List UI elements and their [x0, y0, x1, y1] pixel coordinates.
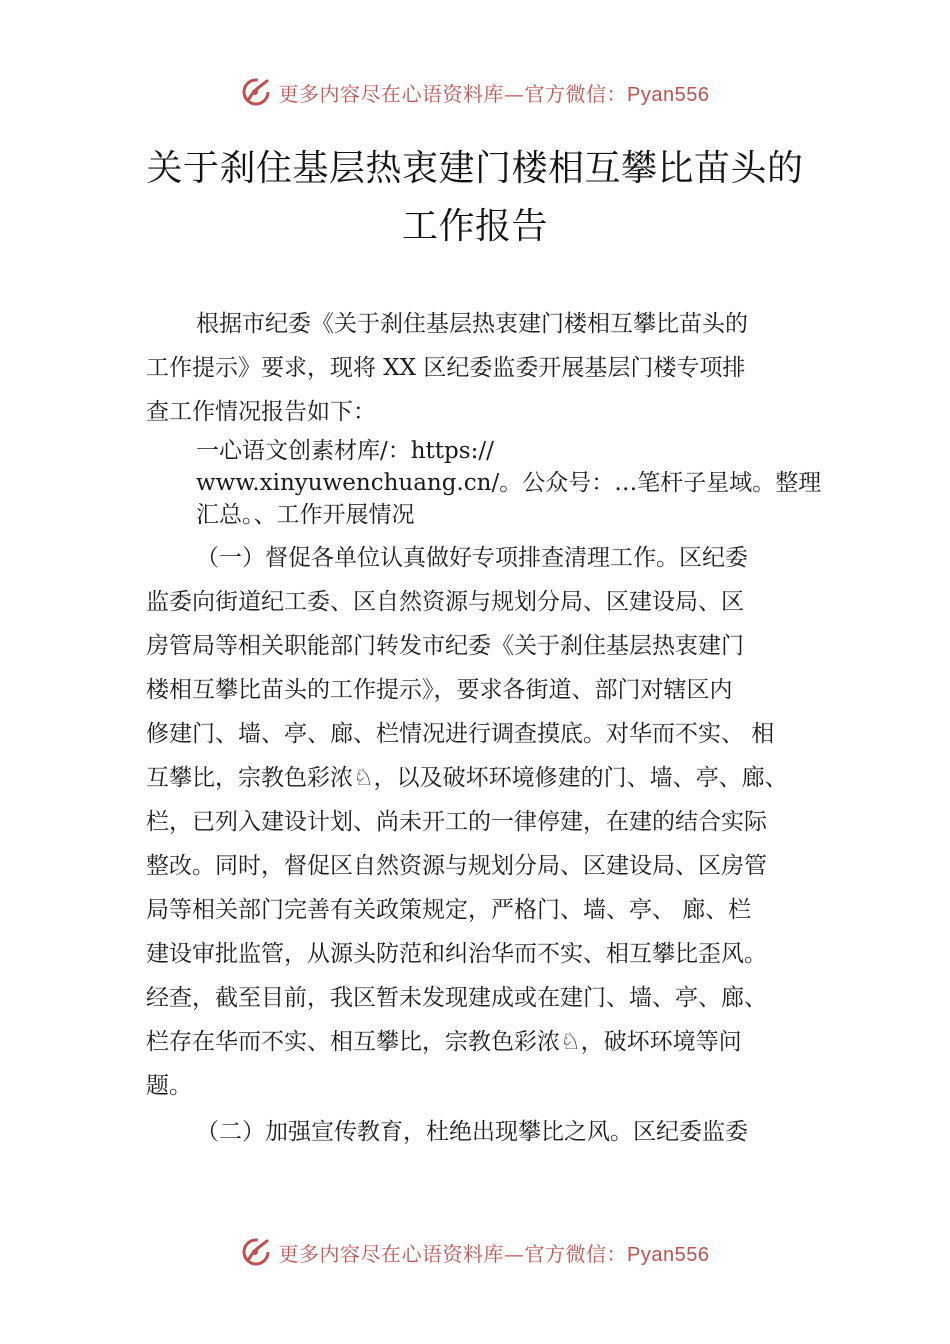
header-banner: [0, 72, 950, 112]
banner-text: [279, 78, 710, 107]
text-line: 工作提示》要求，现将 XX 区纪委监委开展基层门楼专项排: [146, 355, 746, 381]
text-line: （二）加强宣传教育，杜绝出现攀比之风。区纪委监委: [196, 1119, 748, 1145]
text-line: 建设审批监管，从源头防范和纠治华而不实、相互攀比歪风。: [146, 941, 767, 967]
text-line: 题。: [146, 1073, 192, 1099]
banner-text-cn: 更多内容尽在心语资料库—官方微信：: [278, 1241, 628, 1266]
text-line: 局等相关部门完善有关政策规定，严格门、墙、亭、 廊、栏: [146, 897, 752, 923]
text-line: 栏，已列入建设计划、尚未开工的一律停建，在建的结合实际: [146, 809, 767, 835]
text-line: 互攀比，宗教色彩浓♘，以及破坏环境修建的门、墙、亭、廊、: [146, 765, 788, 791]
text-line: 修建门、墙、亭、廊、栏情况进行调查摸底。对华而不实、 相: [146, 721, 775, 747]
text-line: 房管局等相关职能部门转发市纪委《关于刹住基层热衷建门: [146, 633, 744, 659]
text-line: 一心语文创素材库/：https://: [196, 438, 494, 464]
banner-text: [279, 1238, 710, 1267]
banner-text-cn: 更多内容尽在心语资料库—官方微信：: [278, 81, 628, 106]
text-line: （一）督促各单位认真做好专项排查清理工作。区纪委: [196, 545, 748, 571]
text-line: 经查，截至目前，我区暂未发现建成或在建门、墙、亭、廊、: [146, 985, 767, 1011]
page-title-line-2: 工作报告: [401, 206, 548, 247]
text-line: 整改。同时，督促区自然资源与规划分局、区建设局、区房管: [146, 853, 767, 879]
text-line: 监委向街道纪工委、区自然资源与规划分局、区建设局、区: [146, 589, 744, 615]
banner-wechat-id: Pyan556: [627, 1243, 710, 1266]
paragraph-source-note: [146, 435, 836, 531]
brush-seal-logo-icon: [241, 77, 271, 107]
text-line: 楼相互攀比苗头的工作提示》，要求各街道、部门对辖区内: [146, 677, 733, 703]
text-line: 查工作情况报告如下：: [146, 399, 376, 425]
text-line: www.xinyuwenchuang.cn/。公众号：…笔杆子星域。整理: [196, 470, 822, 496]
text-line: 根据市纪委《关于刹住基层热衷建门楼相互攀比苗头的: [196, 311, 748, 337]
footer-banner: [0, 1232, 950, 1272]
text-line: 栏存在华而不实、相互攀比，宗教色彩浓♘，破坏环境等问: [146, 1029, 742, 1055]
banner-wechat-id: Pyan556: [627, 83, 710, 106]
brush-seal-logo-icon: [241, 1237, 271, 1267]
text-line: 汇总。、工作开展情况: [196, 502, 415, 528]
paragraph-section-1: [146, 536, 836, 1108]
page-title-line-1: 关于刹住基层热衷建门楼相互攀比苗头的: [146, 148, 804, 189]
paragraph-section-2: [146, 1110, 836, 1154]
paragraph-intro: [146, 302, 836, 434]
